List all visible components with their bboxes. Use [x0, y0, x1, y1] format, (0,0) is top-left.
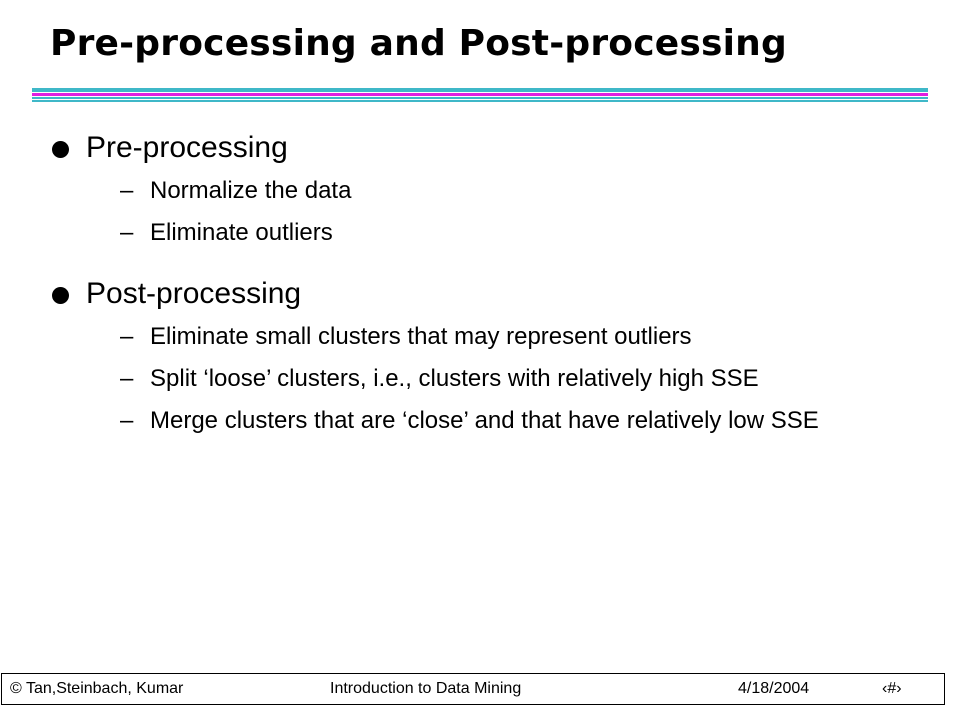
sub-bullet-text: Normalize the data — [150, 177, 352, 204]
sub-bullet-text: Eliminate small clusters that may represent outliers — [150, 323, 692, 350]
bullet-dot-icon — [52, 287, 69, 304]
footer-page-number: ‹#› — [882, 680, 902, 697]
title-rule-line-cyan-2 — [32, 97, 928, 99]
sub-bullet-list — [50, 320, 910, 438]
slide-footer — [1, 673, 945, 705]
sub-bullet-text: Split ‘loose’ clusters, i.e., clusters with relatively high SSE — [150, 365, 759, 392]
sub-bullet-item — [50, 362, 910, 396]
title-rule — [32, 88, 928, 106]
footer-date: 4/18/2004 — [738, 680, 810, 697]
sub-bullet-item — [50, 174, 910, 208]
dash-marker: – — [120, 323, 134, 350]
section-heading-text: Post-processing — [86, 277, 302, 310]
title-rule-line-magenta — [32, 93, 928, 96]
footer-course-title: Introduction to Data Mining — [330, 680, 522, 697]
slide-body — [50, 126, 910, 460]
sub-bullet-list — [50, 174, 910, 250]
dash-marker: – — [120, 365, 134, 392]
dash-marker: – — [120, 219, 134, 246]
footer-copyright: © Tan,Steinbach, Kumar — [10, 680, 184, 697]
section-heading — [50, 272, 910, 316]
title-rule-line-cyan-3 — [32, 100, 928, 102]
section-post-processing — [50, 272, 910, 438]
sub-bullet-text: Merge clusters that are ‘close’ and that have relatively low SSE — [150, 407, 819, 434]
section-pre-processing — [50, 126, 910, 250]
bullet-dot-icon — [52, 141, 69, 158]
sub-bullet-item — [50, 320, 910, 354]
section-heading-text: Pre-processing — [86, 131, 288, 164]
sub-bullet-item — [50, 216, 910, 250]
sub-bullet-item — [50, 404, 910, 438]
sub-bullet-text: Eliminate outliers — [150, 219, 333, 246]
dash-marker: – — [120, 407, 134, 434]
dash-marker: – — [120, 177, 134, 204]
title-rule-line-cyan-1 — [32, 88, 928, 92]
section-heading — [50, 126, 910, 170]
slide-title: Pre-processing and Post-processing — [50, 23, 787, 64]
